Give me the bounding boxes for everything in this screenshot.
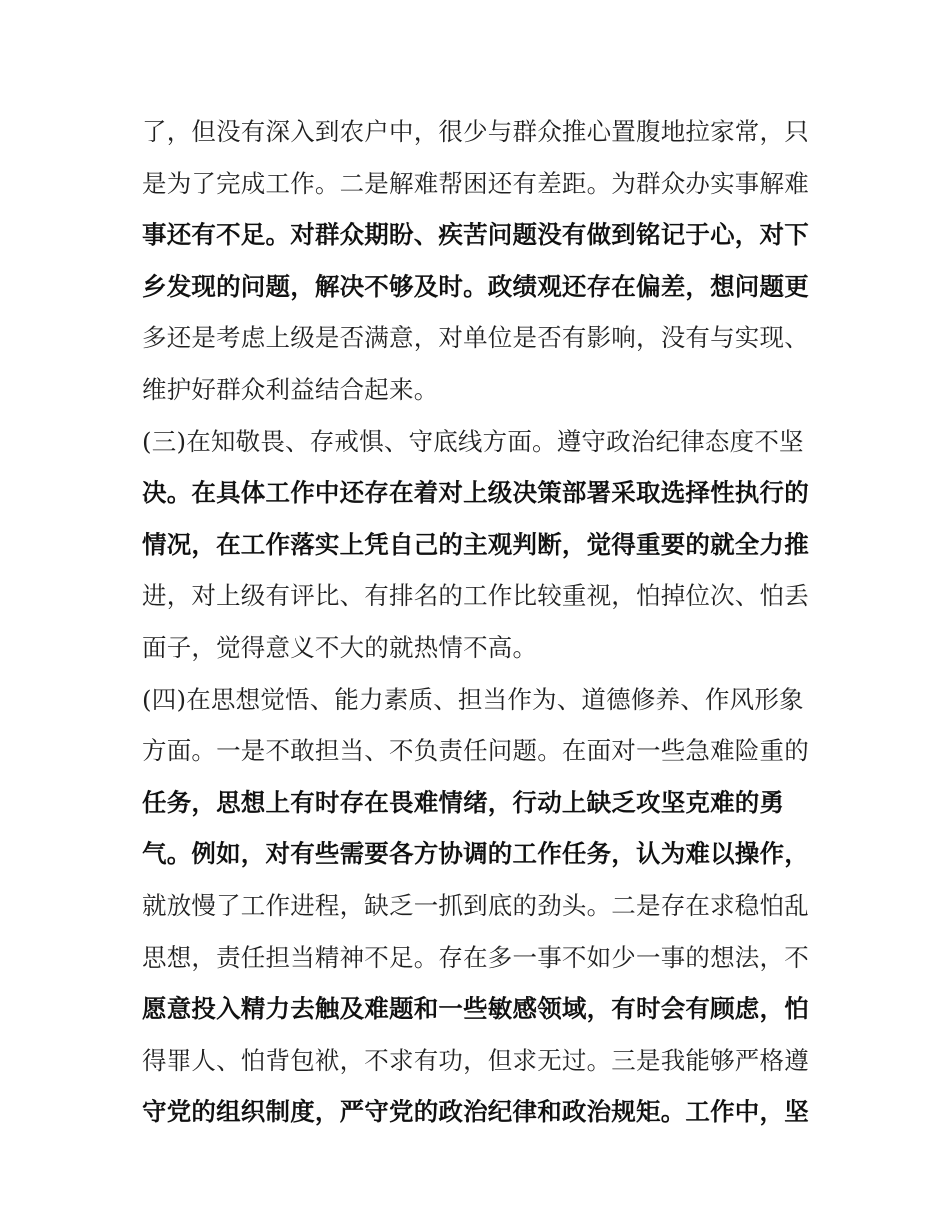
section-heading-3: (三)在知敬畏、存戒惧、守底线方面。遵守政治纪律态度不坚 <box>142 426 804 456</box>
text-line-17: 思想，责任担当精神不足。存在多一事不如少一事的想法，不 <box>142 942 809 972</box>
text-line-5: 多还是考虑上级是否满意，对单位是否有影响，没有与实现、 <box>142 323 809 353</box>
section-heading-4: (四)在思想觉悟、能力素质、担当作为、道德修养、作风形象 <box>142 684 804 714</box>
text-line-16: 就放慢了工作进程，缺乏一抓到底的劲头。二是存在求稳怕乱 <box>142 890 809 920</box>
text-line-2: 是为了完成工作。二是解难帮困还有差距。为群众办实事解难 <box>142 168 809 198</box>
text-line-8: 决。在具体工作中还存在着对上级决策部署采取选择性执行的 <box>142 478 809 508</box>
text-line-20: 守党的组织制度，严守党的政治纪律和政治规矩。工作中，坚 <box>142 1097 809 1127</box>
text-line-19: 得罪人、怕背包袱，不求有功，但求无过。三是我能够严格遵 <box>142 1045 809 1075</box>
text-line-18: 愿意投入精力去触及难题和一些敏感领域，有时会有顾虑，怕 <box>142 994 809 1024</box>
text-line-6: 维护好群众利益结合起来。 <box>142 374 439 404</box>
text-line-13: 方面。一是不敢担当、不负责任问题。在面对一些急难险重的 <box>142 736 809 766</box>
text-line-4: 乡发现的问题，解决不够及时。政绩观还存在偏差，想问题更 <box>142 271 809 301</box>
document-body <box>142 106 814 1138</box>
text-line-14: 任务，思想上有时存在畏难情绪，行动上缺乏攻坚克难的勇 <box>142 787 785 817</box>
text-line-1: 了，但没有深入到农户中，很少与群众推心置腹地拉家常，只 <box>142 117 809 146</box>
text-line-9: 情况，在工作落实上凭自己的主观判断，觉得重要的就全力推 <box>142 529 809 559</box>
text-line-3: 事还有不足。对群众期盼、疾苦问题没有做到铭记于心，对下 <box>142 220 809 250</box>
text-line-11: 面子，觉得意义不大的就热情不高。 <box>142 632 538 662</box>
text-line-10: 进，对上级有评比、有排名的工作比较重视，怕掉位次、怕丢 <box>142 581 809 611</box>
text-line-15: 气。例如，对有些需要各方协调的工作任务，认为难以操作， <box>142 839 809 869</box>
